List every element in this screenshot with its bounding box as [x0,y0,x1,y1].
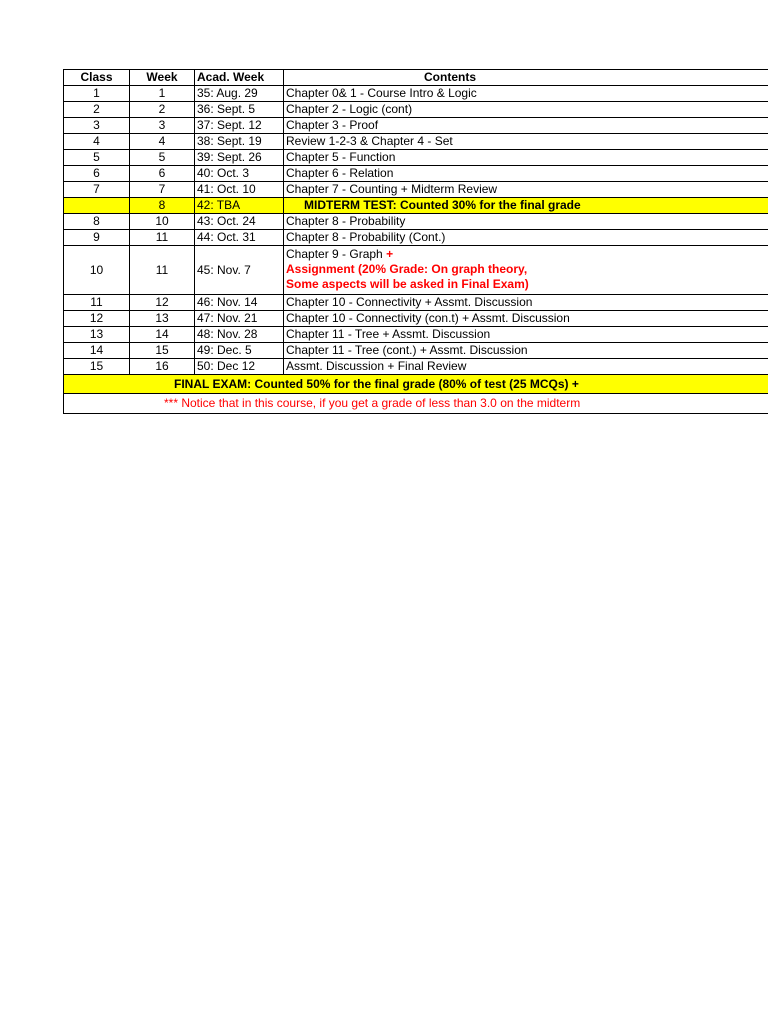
cell-class: 2 [64,102,130,118]
final-exam-note: FINAL EXAM: Counted 50% for the final grade (80% of test (25 MCQs) + [64,375,768,394]
assignment-note-2: Some aspects will be asked in Final Exam) [286,277,529,291]
table-row [64,86,768,102]
cell-class: 5 [64,150,130,166]
header-acad-week: Acad. Week [195,70,284,86]
cell-week: 3 [130,118,195,134]
cell-contents: Chapter 5 - Function [284,150,768,166]
cell-acad-week: 40: Oct. 3 [195,166,284,182]
cell-contents: Chapter 8 - Probability (Cont.) [284,230,768,246]
cell-class: 12 [64,311,130,327]
contents-line [286,247,768,262]
cell-class: 7 [64,182,130,198]
table-row [64,230,768,246]
cell-class: 10 [64,246,130,295]
cell-week: 2 [130,102,195,118]
cell-contents: Review 1-2-3 & Chapter 4 - Set [284,134,768,150]
cell-acad-week: 39: Sept. 26 [195,150,284,166]
schedule-sheet [63,69,768,426]
cell-week: 1 [130,86,195,102]
header-class: Class [64,70,130,86]
cell-class: 9 [64,230,130,246]
final-exam-row [64,375,768,394]
cell-acad-week: 49: Dec. 5 [195,343,284,359]
cell-contents: Chapter 8 - Probability [284,214,768,230]
cell-class: 6 [64,166,130,182]
cell-week: 14 [130,327,195,343]
cell-week: 13 [130,311,195,327]
cell-week: 5 [130,150,195,166]
cell-class: 3 [64,118,130,134]
cell-week: 15 [130,343,195,359]
cell-week: 11 [130,246,195,295]
cell-acad-week: 38: Sept. 19 [195,134,284,150]
cell-class: 11 [64,295,130,311]
cell-contents: Chapter 10 - Connectivity + Assmt. Discussion [284,295,768,311]
cell-contents: Chapter 2 - Logic (cont) [284,102,768,118]
cell-acad-week: 44: Oct. 31 [195,230,284,246]
midterm-row [64,198,768,214]
cell-contents: Chapter 10 - Connectivity (con.t) + Assmt. Discussion [284,311,768,327]
table-row [64,182,768,198]
cell-acad-week: 43: Oct. 24 [195,214,284,230]
cell-week: 11 [130,230,195,246]
cell-week: 16 [130,359,195,375]
cell-class: 1 [64,86,130,102]
cell-acad-week: 47: Nov. 21 [195,311,284,327]
table-row [64,166,768,182]
cell-week: 12 [130,295,195,311]
table-row [64,359,768,375]
header-row [64,70,768,86]
cell-contents: Chapter 11 - Tree (cont.) + Assmt. Discussion [284,343,768,359]
cell-class: 15 [64,359,130,375]
header-week: Week [130,70,195,86]
cell-contents: Chapter 6 - Relation [284,166,768,182]
plus-sign: + [386,247,394,261]
table-row [64,295,768,311]
cell-class [64,198,130,214]
table-row [64,214,768,230]
table-row [64,246,768,295]
cell-contents: Chapter 3 - Proof [284,118,768,134]
cell-contents [284,246,768,295]
cell-acad-week: 35: Aug. 29 [195,86,284,102]
table-row [64,150,768,166]
cell-class: 4 [64,134,130,150]
cell-acad-week: 45: Nov. 7 [195,246,284,295]
table-row [64,327,768,343]
assignment-note: Assignment (20% Grade: On graph theory, [286,262,528,276]
table-row [64,118,768,134]
cell-class: 14 [64,343,130,359]
midterm-note: MIDTERM TEST: Counted 30% for the final grade [284,198,768,214]
cell-week: 10 [130,214,195,230]
cell-contents: Chapter 0& 1 - Course Intro & Logic [284,86,768,102]
cell-week: 6 [130,166,195,182]
cell-acad-week: 46: Nov. 14 [195,295,284,311]
schedule-table [63,69,768,414]
cell-class: 13 [64,327,130,343]
cell-contents: Assmt. Discussion + Final Review [284,359,768,375]
cell-acad-week: 48: Nov. 28 [195,327,284,343]
cell-week: 4 [130,134,195,150]
cell-week: 7 [130,182,195,198]
cell-week: 8 [130,198,195,214]
notice-row [64,394,768,414]
cell-acad-week: 41: Oct. 10 [195,182,284,198]
cell-acad-week: 50: Dec 12 [195,359,284,375]
cell-acad-week: 36: Sept. 5 [195,102,284,118]
cell-contents: Chapter 11 - Tree + Assmt. Discussion [284,327,768,343]
table-row [64,102,768,118]
cell-acad-week: 42: TBA [195,198,284,214]
table-row [64,311,768,327]
cell-class: 8 [64,214,130,230]
table-row [64,343,768,359]
notice-text: *** Notice that in this course, if you get a grade of less than 3.0 on the midterm [64,394,768,414]
cell-acad-week: 37: Sept. 12 [195,118,284,134]
graph-chapter: Chapter 9 - Graph [286,247,387,261]
header-contents: Contents [284,70,768,86]
cell-contents: Chapter 7 - Counting + Midterm Review [284,182,768,198]
table-row [64,134,768,150]
